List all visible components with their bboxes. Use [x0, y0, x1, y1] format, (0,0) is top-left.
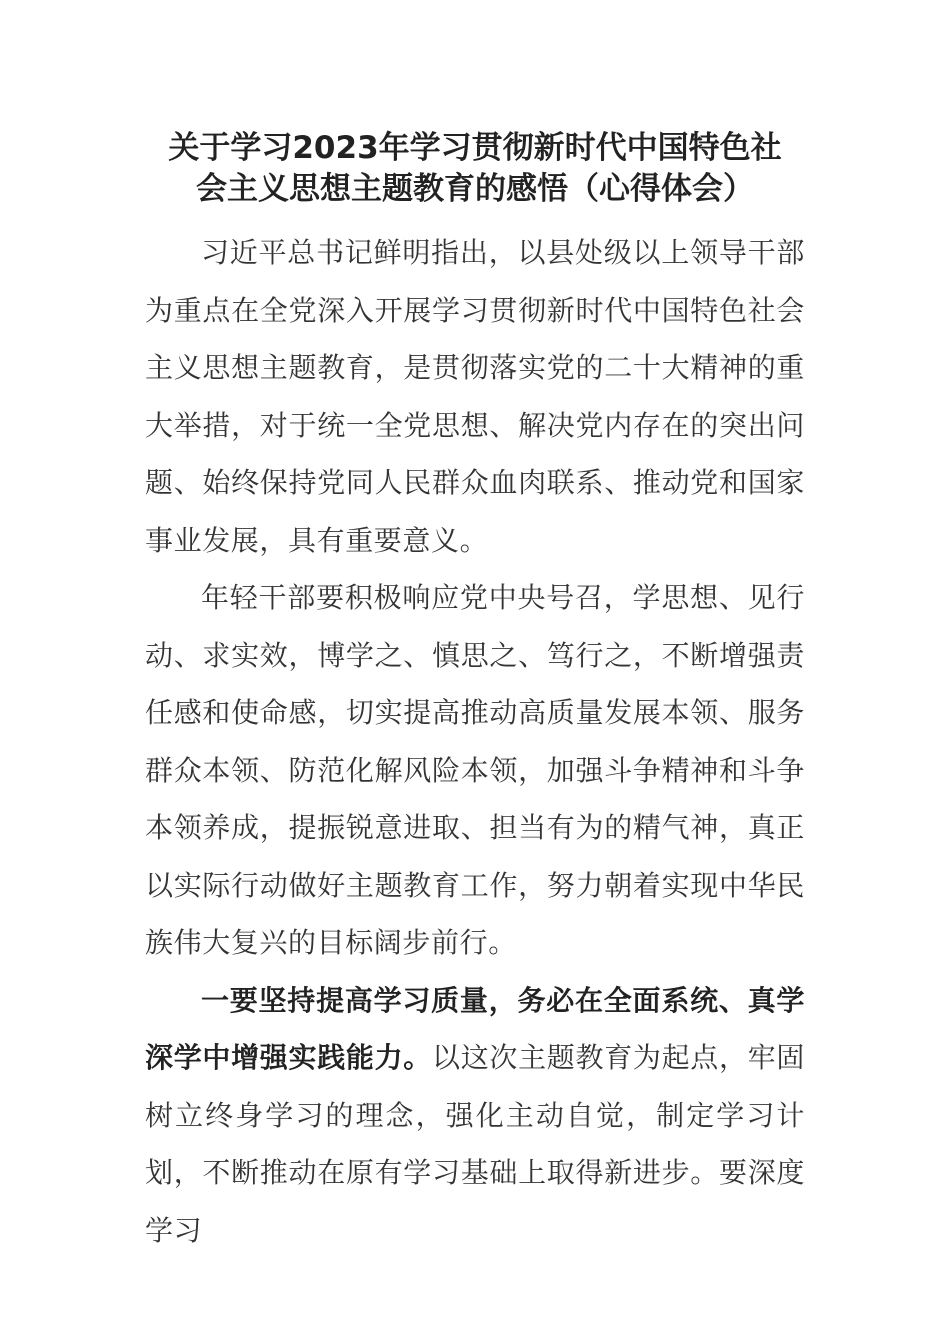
- title-line-1: 关于学习2023年学习贯彻新时代中国特色社: [168, 130, 782, 166]
- paragraph-2-text: 年轻干部要积极响应党中央号召，学思想、见行动、求实效，博学之、慎思之、笃行之，不断增强责任感和使命感，切实提高推动高质量发展本领、服务群众本领、防范化解风险本领，加强斗争精神和斗争本领养成，提振锐意进取、担当有为的精气神，真正以实际行动做好主题教育工作，努力朝着实现中华民族伟大复兴的目标阔步前行。: [145, 581, 805, 959]
- document-title: [145, 128, 805, 210]
- document-body: [145, 224, 805, 1259]
- title-line-2: 会主义思想主题教育的感悟（心得体会）: [196, 171, 754, 207]
- paragraph-2: [145, 569, 805, 972]
- paragraph-3-text: 以这次主题教育为起点，牢固树立终身学习的理念，强化主动自觉，制定学习计划，不断推动在原有学习基础上取得新进步。要深度学习: [145, 1041, 805, 1247]
- paragraph-3: [145, 972, 805, 1260]
- paragraph-1: [145, 224, 805, 569]
- paragraph-1-text: 习近平总书记鲜明指出，以县处级以上领导干部为重点在全党深入开展学习贯彻新时代中国特色社会主义思想主题教育，是贯彻落实党的二十大精神的重大举措，对于统一全党思想、解决党内存在的突出问题、始终保持党同人民群众血肉联系、推动党和国家事业发展，具有重要意义。: [145, 236, 805, 557]
- paragraph-3-bold-heading: 一要坚持提高学习质量，务必在全面系统、真学深学中增强实践能力。: [145, 983, 805, 1074]
